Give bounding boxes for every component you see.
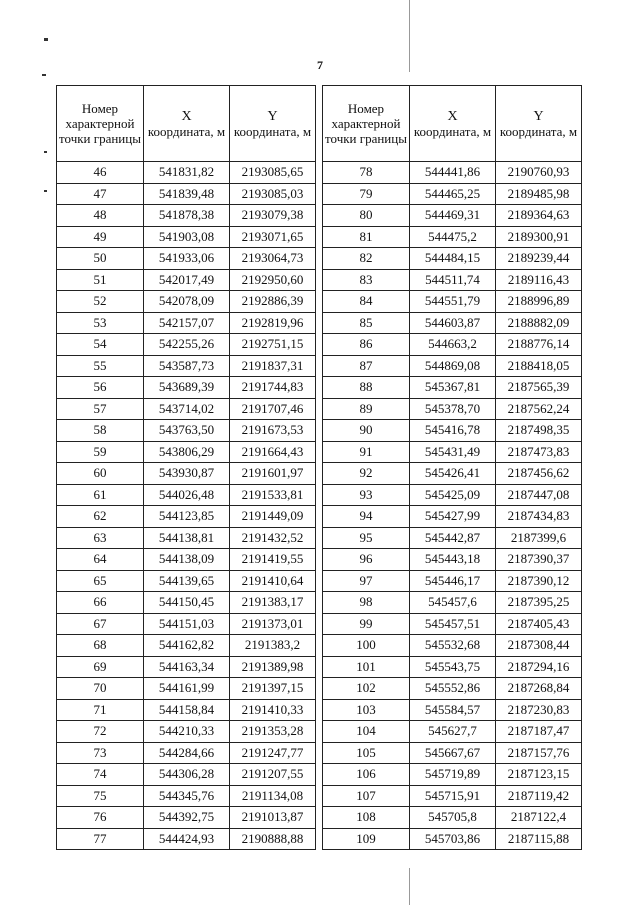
- cell-y-coordinate: 2191449,09: [230, 506, 316, 528]
- cell-x-coordinate: 542255,26: [144, 334, 230, 356]
- table-row: [323, 205, 582, 227]
- table-row: [323, 463, 582, 485]
- cell-y-coordinate: 2189485,98: [496, 183, 582, 205]
- table-row: [57, 506, 316, 528]
- cell-point-number: 84: [323, 291, 410, 313]
- cell-x-coordinate: 544306,28: [144, 764, 230, 786]
- cell-point-number: 104: [323, 721, 410, 743]
- cell-y-coordinate: 2187456,62: [496, 463, 582, 485]
- table-row: [57, 656, 316, 678]
- cell-x-coordinate: 541933,06: [144, 248, 230, 270]
- cell-y-coordinate: 2187187,47: [496, 721, 582, 743]
- table-row: [57, 355, 316, 377]
- table-row: [57, 592, 316, 614]
- cell-x-coordinate: 545552,86: [410, 678, 496, 700]
- cell-y-coordinate: 2191247,77: [230, 742, 316, 764]
- cell-y-coordinate: 2191673,53: [230, 420, 316, 442]
- cell-point-number: 55: [57, 355, 144, 377]
- table-row: [323, 269, 582, 291]
- header-x-desc: координата, м: [413, 123, 492, 139]
- table-row: [57, 484, 316, 506]
- header-x-coordinate: [144, 86, 230, 162]
- cell-y-coordinate: 2193085,03: [230, 183, 316, 205]
- cell-y-coordinate: 2189300,91: [496, 226, 582, 248]
- cell-point-number: 52: [57, 291, 144, 313]
- table-row: [323, 828, 582, 850]
- cell-x-coordinate: 544475,2: [410, 226, 496, 248]
- cell-x-coordinate: 544151,03: [144, 613, 230, 635]
- table-row: [57, 570, 316, 592]
- table-row: [323, 291, 582, 313]
- cell-point-number: 95: [323, 527, 410, 549]
- table-row: [323, 355, 582, 377]
- cell-x-coordinate: 545584,57: [410, 699, 496, 721]
- cell-y-coordinate: 2192819,96: [230, 312, 316, 334]
- cell-y-coordinate: 2193064,73: [230, 248, 316, 270]
- page-number: 7: [317, 58, 323, 72]
- cell-point-number: 65: [57, 570, 144, 592]
- cell-y-coordinate: 2187434,83: [496, 506, 582, 528]
- cell-point-number: 89: [323, 398, 410, 420]
- header-x-letter: X: [181, 108, 192, 124]
- table-row: [323, 183, 582, 205]
- cell-x-coordinate: 544603,87: [410, 312, 496, 334]
- cell-point-number: 88: [323, 377, 410, 399]
- cell-point-number: 56: [57, 377, 144, 399]
- cell-point-number: 50: [57, 248, 144, 270]
- cell-point-number: 103: [323, 699, 410, 721]
- header-x-coordinate: [410, 86, 496, 162]
- table-row: [323, 506, 582, 528]
- cell-y-coordinate: 2192886,39: [230, 291, 316, 313]
- cell-point-number: 93: [323, 484, 410, 506]
- cell-y-coordinate: 2191353,28: [230, 721, 316, 743]
- table-row: [57, 527, 316, 549]
- table-row: [57, 269, 316, 291]
- cell-point-number: 83: [323, 269, 410, 291]
- cell-x-coordinate: 544150,45: [144, 592, 230, 614]
- cell-point-number: 108: [323, 807, 410, 829]
- cell-y-coordinate: 2191419,55: [230, 549, 316, 571]
- cell-y-coordinate: 2191707,46: [230, 398, 316, 420]
- cell-point-number: 60: [57, 463, 144, 485]
- scan-speck: [44, 38, 48, 41]
- table-row: [323, 613, 582, 635]
- cell-y-coordinate: 2187399,6: [496, 527, 582, 549]
- cell-x-coordinate: 544663,2: [410, 334, 496, 356]
- table-row: [323, 420, 582, 442]
- cell-x-coordinate: 544441,86: [410, 162, 496, 184]
- cell-point-number: 101: [323, 656, 410, 678]
- cell-y-coordinate: 2187390,12: [496, 570, 582, 592]
- cell-x-coordinate: 545426,41: [410, 463, 496, 485]
- header-x-desc: координата, м: [147, 123, 226, 139]
- cell-y-coordinate: 2191432,52: [230, 527, 316, 549]
- table-row: [57, 420, 316, 442]
- cell-y-coordinate: 2190760,93: [496, 162, 582, 184]
- cell-point-number: 106: [323, 764, 410, 786]
- cell-x-coordinate: 543587,73: [144, 355, 230, 377]
- header-y-desc: координата, м: [499, 123, 578, 139]
- cell-x-coordinate: 544469,31: [410, 205, 496, 227]
- cell-y-coordinate: 2191134,08: [230, 785, 316, 807]
- cell-y-coordinate: 2187268,84: [496, 678, 582, 700]
- cell-point-number: 62: [57, 506, 144, 528]
- table-row: [323, 527, 582, 549]
- cell-point-number: 47: [57, 183, 144, 205]
- header-y-desc: координата, м: [233, 123, 312, 139]
- cell-point-number: 82: [323, 248, 410, 270]
- cell-x-coordinate: 543806,29: [144, 441, 230, 463]
- cell-y-coordinate: 2188996,89: [496, 291, 582, 313]
- cell-x-coordinate: 544284,66: [144, 742, 230, 764]
- cell-y-coordinate: 2187498,35: [496, 420, 582, 442]
- cell-x-coordinate: 542078,09: [144, 291, 230, 313]
- cell-point-number: 59: [57, 441, 144, 463]
- cell-x-coordinate: 545719,89: [410, 764, 496, 786]
- cell-y-coordinate: 2191383,17: [230, 592, 316, 614]
- cell-point-number: 86: [323, 334, 410, 356]
- cell-point-number: 54: [57, 334, 144, 356]
- table-row: [323, 312, 582, 334]
- cell-x-coordinate: 544484,15: [410, 248, 496, 270]
- table-body: [57, 162, 316, 850]
- cell-y-coordinate: 2191389,98: [230, 656, 316, 678]
- table-row: [323, 398, 582, 420]
- cell-x-coordinate: 543689,39: [144, 377, 230, 399]
- header-x-letter: X: [447, 108, 458, 124]
- header-y-coordinate: [230, 86, 316, 162]
- cell-y-coordinate: 2189116,43: [496, 269, 582, 291]
- cell-x-coordinate: 545378,70: [410, 398, 496, 420]
- table-row: [57, 635, 316, 657]
- cell-x-coordinate: 545457,51: [410, 613, 496, 635]
- cell-y-coordinate: 2191397,15: [230, 678, 316, 700]
- cell-point-number: 91: [323, 441, 410, 463]
- cell-y-coordinate: 2191837,31: [230, 355, 316, 377]
- scan-speck: [44, 151, 47, 153]
- cell-x-coordinate: 544158,84: [144, 699, 230, 721]
- cell-x-coordinate: 544138,09: [144, 549, 230, 571]
- cell-point-number: 57: [57, 398, 144, 420]
- table-row: [57, 721, 316, 743]
- cell-point-number: 97: [323, 570, 410, 592]
- cell-x-coordinate: 545425,09: [410, 484, 496, 506]
- table-row: [323, 441, 582, 463]
- table-header-row: [57, 86, 316, 162]
- cell-y-coordinate: 2187473,83: [496, 441, 582, 463]
- cell-point-number: 78: [323, 162, 410, 184]
- table-body: [323, 162, 582, 850]
- table-row: [57, 312, 316, 334]
- coordinates-table-right: [322, 85, 582, 850]
- table-row: [57, 441, 316, 463]
- cell-point-number: 58: [57, 420, 144, 442]
- cell-y-coordinate: 2191744,83: [230, 377, 316, 399]
- table-row: [323, 721, 582, 743]
- table-row: [57, 742, 316, 764]
- cell-point-number: 61: [57, 484, 144, 506]
- cell-point-number: 80: [323, 205, 410, 227]
- cell-point-number: 98: [323, 592, 410, 614]
- cell-x-coordinate: 541903,08: [144, 226, 230, 248]
- cell-point-number: 71: [57, 699, 144, 721]
- cell-point-number: 67: [57, 613, 144, 635]
- cell-x-coordinate: 545543,75: [410, 656, 496, 678]
- cell-y-coordinate: 2191664,43: [230, 441, 316, 463]
- cell-y-coordinate: 2191533,81: [230, 484, 316, 506]
- cell-x-coordinate: 545416,78: [410, 420, 496, 442]
- cell-y-coordinate: 2191383,2: [230, 635, 316, 657]
- cell-point-number: 51: [57, 269, 144, 291]
- header-point-number: Номер характерной точки границы: [57, 86, 144, 162]
- cell-x-coordinate: 545703,86: [410, 828, 496, 850]
- table-row: [323, 248, 582, 270]
- cell-point-number: 94: [323, 506, 410, 528]
- cell-point-number: 70: [57, 678, 144, 700]
- cell-point-number: 77: [57, 828, 144, 850]
- cell-y-coordinate: 2187405,43: [496, 613, 582, 635]
- table-row: [323, 549, 582, 571]
- table-row: [57, 699, 316, 721]
- table-row: [323, 764, 582, 786]
- header-y-letter: Y: [267, 108, 278, 124]
- cell-x-coordinate: 545442,87: [410, 527, 496, 549]
- cell-point-number: 72: [57, 721, 144, 743]
- cell-x-coordinate: 544210,33: [144, 721, 230, 743]
- cell-x-coordinate: 542157,07: [144, 312, 230, 334]
- table-row: [57, 162, 316, 184]
- table-row: [57, 248, 316, 270]
- cell-point-number: 64: [57, 549, 144, 571]
- cell-x-coordinate: 544511,74: [410, 269, 496, 291]
- cell-y-coordinate: 2192950,60: [230, 269, 316, 291]
- cell-x-coordinate: 545715,91: [410, 785, 496, 807]
- table-row: [57, 291, 316, 313]
- cell-point-number: 99: [323, 613, 410, 635]
- cell-x-coordinate: 543763,50: [144, 420, 230, 442]
- cell-x-coordinate: 541831,82: [144, 162, 230, 184]
- cell-y-coordinate: 2188882,09: [496, 312, 582, 334]
- cell-x-coordinate: 543930,87: [144, 463, 230, 485]
- table-row: [57, 764, 316, 786]
- cell-x-coordinate: 543714,02: [144, 398, 230, 420]
- header-y-coordinate: [496, 86, 582, 162]
- cell-y-coordinate: 2191013,87: [230, 807, 316, 829]
- cell-point-number: 107: [323, 785, 410, 807]
- table-row: [323, 635, 582, 657]
- table-row: [323, 484, 582, 506]
- table-row: [57, 828, 316, 850]
- cell-y-coordinate: 2187395,25: [496, 592, 582, 614]
- cell-y-coordinate: 2187115,88: [496, 828, 582, 850]
- table-row: [57, 678, 316, 700]
- table-row: [57, 613, 316, 635]
- cell-x-coordinate: 545532,68: [410, 635, 496, 657]
- table-row: [57, 398, 316, 420]
- cell-x-coordinate: 544026,48: [144, 484, 230, 506]
- cell-y-coordinate: 2187562,24: [496, 398, 582, 420]
- table-row: [57, 785, 316, 807]
- table-row: [323, 570, 582, 592]
- cell-y-coordinate: 2191410,64: [230, 570, 316, 592]
- cell-point-number: 109: [323, 828, 410, 850]
- cell-point-number: 46: [57, 162, 144, 184]
- cell-y-coordinate: 2187123,15: [496, 764, 582, 786]
- cell-y-coordinate: 2187447,08: [496, 484, 582, 506]
- table-row: [57, 807, 316, 829]
- table-row: [323, 742, 582, 764]
- cell-point-number: 63: [57, 527, 144, 549]
- table-row: [323, 334, 582, 356]
- header-point-number: Номер характерной точки границы: [323, 86, 410, 162]
- table-row: [57, 377, 316, 399]
- table-row: [323, 678, 582, 700]
- cell-point-number: 48: [57, 205, 144, 227]
- table-row: [323, 226, 582, 248]
- cell-point-number: 81: [323, 226, 410, 248]
- table-row: [57, 226, 316, 248]
- cell-point-number: 73: [57, 742, 144, 764]
- cell-y-coordinate: 2187308,44: [496, 635, 582, 657]
- table-row: [57, 463, 316, 485]
- table-row: [57, 549, 316, 571]
- cell-x-coordinate: 544163,34: [144, 656, 230, 678]
- table-header-row: [323, 86, 582, 162]
- cell-x-coordinate: 541839,48: [144, 183, 230, 205]
- cell-x-coordinate: 544392,75: [144, 807, 230, 829]
- cell-y-coordinate: 2193079,38: [230, 205, 316, 227]
- table-row: [323, 592, 582, 614]
- cell-y-coordinate: 2189364,63: [496, 205, 582, 227]
- header-y-letter: Y: [533, 108, 544, 124]
- table-row: [57, 334, 316, 356]
- cell-y-coordinate: 2191373,01: [230, 613, 316, 635]
- cell-y-coordinate: 2192751,15: [230, 334, 316, 356]
- cell-x-coordinate: 544869,08: [410, 355, 496, 377]
- cell-point-number: 75: [57, 785, 144, 807]
- cell-x-coordinate: 544465,25: [410, 183, 496, 205]
- cell-y-coordinate: 2187122,4: [496, 807, 582, 829]
- cell-point-number: 74: [57, 764, 144, 786]
- cell-x-coordinate: 544424,93: [144, 828, 230, 850]
- cell-point-number: 66: [57, 592, 144, 614]
- cell-point-number: 68: [57, 635, 144, 657]
- cell-y-coordinate: 2187157,76: [496, 742, 582, 764]
- scan-edge-line-bottom: [409, 868, 410, 905]
- table-row: [323, 785, 582, 807]
- cell-x-coordinate: 544139,65: [144, 570, 230, 592]
- coordinates-table-left: [56, 85, 316, 850]
- cell-point-number: 69: [57, 656, 144, 678]
- cell-point-number: 92: [323, 463, 410, 485]
- cell-x-coordinate: 541878,38: [144, 205, 230, 227]
- cell-x-coordinate: 545431,49: [410, 441, 496, 463]
- table-row: [323, 162, 582, 184]
- cell-x-coordinate: 544551,79: [410, 291, 496, 313]
- table-row: [323, 656, 582, 678]
- cell-y-coordinate: 2188418,05: [496, 355, 582, 377]
- cell-y-coordinate: 2191601,97: [230, 463, 316, 485]
- cell-y-coordinate: 2189239,44: [496, 248, 582, 270]
- scan-speck: [44, 190, 47, 192]
- cell-x-coordinate: 544123,85: [144, 506, 230, 528]
- cell-x-coordinate: 545705,8: [410, 807, 496, 829]
- cell-point-number: 96: [323, 549, 410, 571]
- cell-point-number: 85: [323, 312, 410, 334]
- cell-x-coordinate: 544345,76: [144, 785, 230, 807]
- cell-y-coordinate: 2191410,33: [230, 699, 316, 721]
- cell-x-coordinate: 544161,99: [144, 678, 230, 700]
- cell-point-number: 102: [323, 678, 410, 700]
- cell-x-coordinate: 545627,7: [410, 721, 496, 743]
- table-row: [57, 205, 316, 227]
- cell-x-coordinate: 545367,81: [410, 377, 496, 399]
- cell-point-number: 76: [57, 807, 144, 829]
- cell-x-coordinate: 545427,99: [410, 506, 496, 528]
- cell-x-coordinate: 544162,82: [144, 635, 230, 657]
- cell-y-coordinate: 2187390,37: [496, 549, 582, 571]
- scan-speck: [42, 74, 46, 76]
- cell-point-number: 90: [323, 420, 410, 442]
- cell-y-coordinate: 2193085,65: [230, 162, 316, 184]
- cell-point-number: 87: [323, 355, 410, 377]
- table-row: [323, 807, 582, 829]
- table-row: [57, 183, 316, 205]
- table-row: [323, 377, 582, 399]
- cell-y-coordinate: 2193071,65: [230, 226, 316, 248]
- table-row: [323, 699, 582, 721]
- cell-y-coordinate: 2187119,42: [496, 785, 582, 807]
- cell-y-coordinate: 2191207,55: [230, 764, 316, 786]
- cell-point-number: 100: [323, 635, 410, 657]
- cell-point-number: 53: [57, 312, 144, 334]
- cell-point-number: 49: [57, 226, 144, 248]
- cell-x-coordinate: 545457,6: [410, 592, 496, 614]
- cell-x-coordinate: 545667,67: [410, 742, 496, 764]
- cell-x-coordinate: 544138,81: [144, 527, 230, 549]
- cell-point-number: 79: [323, 183, 410, 205]
- cell-x-coordinate: 545446,17: [410, 570, 496, 592]
- cell-y-coordinate: 2187294,16: [496, 656, 582, 678]
- cell-x-coordinate: 545443,18: [410, 549, 496, 571]
- cell-point-number: 105: [323, 742, 410, 764]
- cell-y-coordinate: 2190888,88: [230, 828, 316, 850]
- cell-y-coordinate: 2187230,83: [496, 699, 582, 721]
- cell-y-coordinate: 2187565,39: [496, 377, 582, 399]
- cell-y-coordinate: 2188776,14: [496, 334, 582, 356]
- cell-x-coordinate: 542017,49: [144, 269, 230, 291]
